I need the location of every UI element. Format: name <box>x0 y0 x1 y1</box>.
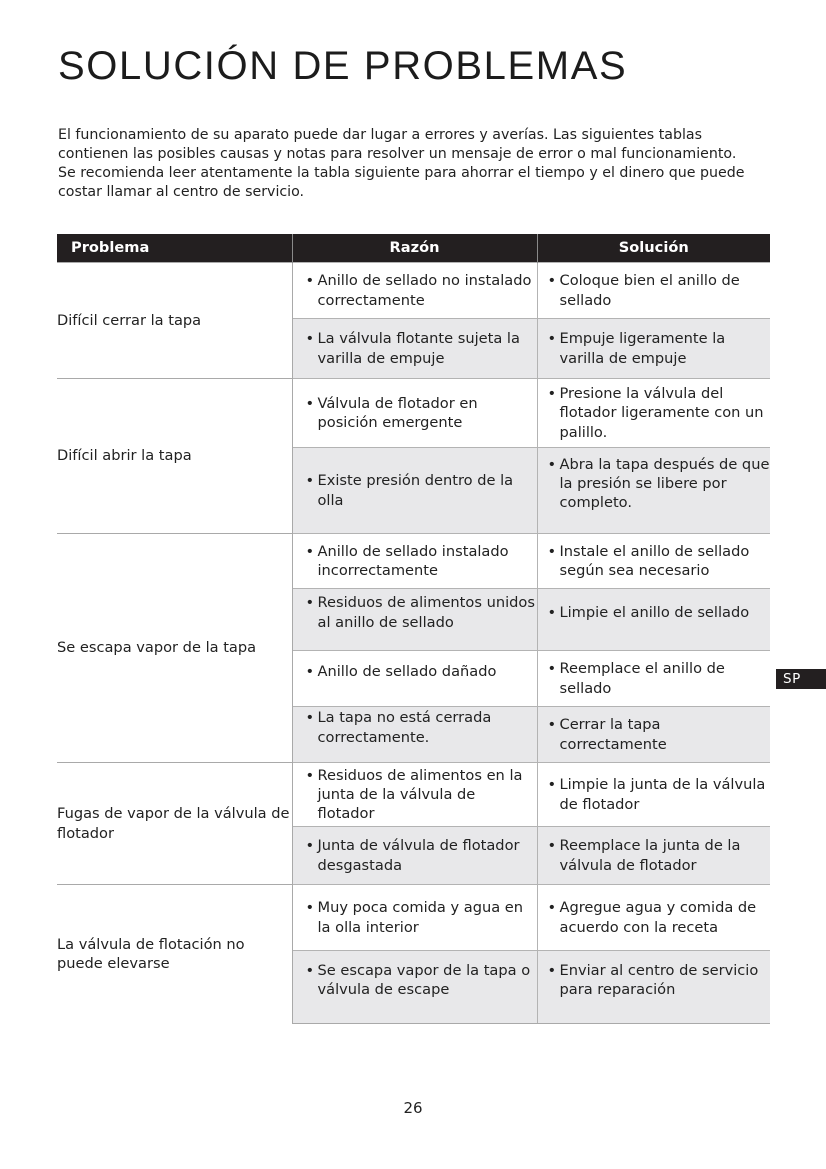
page-title: SOLUCIÓN DE PROBLEMAS <box>58 44 628 88</box>
reason-text: • Existe presión dentro de la olla <box>299 471 537 510</box>
intro-paragraph: El funcionamiento de su aparato puede dar lugar a errores y averías. Las siguientes tablas contienen las posibles causas y notas para resolver un mensaje de error o mal funcionamiento. Se recomienda leer atentamente la tabla siguiente para ahorrar el tiempo y el dinero que puede costar llamar al centro de servicio. <box>58 127 745 200</box>
header-reason: Razón <box>292 234 537 263</box>
reason-text: • Anillo de sellado no instalado correctamente <box>299 271 537 310</box>
reason-text: • Se escapa vapor de la tapa o válvula de escape <box>299 961 537 1000</box>
reason-text: • Residuos de alimentos unidos al anillo de sellado <box>299 593 537 632</box>
reason-text: • Anillo de sellado dañado <box>299 662 537 681</box>
reason-text: • Residuos de alimentos en la junta de la válvula de flotador <box>299 766 537 824</box>
table-row <box>57 534 770 589</box>
solution-text: • Limpie la junta de la válvula de flotador <box>541 775 771 814</box>
solution-text: • Coloque bien el anillo de sellado <box>541 271 771 310</box>
solution-text: • Reemplace el anillo de sellado <box>541 659 771 698</box>
table-row <box>57 263 770 319</box>
table-header-row <box>57 234 770 263</box>
table-row <box>57 379 770 448</box>
solution-text: • Agregue agua y comida de acuerdo con la receta <box>541 898 771 937</box>
reason-text: • Muy poca comida y agua en la olla interior <box>299 898 537 937</box>
reason-text: • Válvula de flotador en posición emergente <box>299 394 537 433</box>
problem-cell: Difícil cerrar la tapa <box>57 263 292 379</box>
problem-cell: Fugas de vapor de la válvula de flotador <box>57 763 292 885</box>
reason-text: • La válvula flotante sujeta la varilla de empuje <box>299 329 537 368</box>
header-problem: Problema <box>57 234 292 263</box>
table-row <box>57 763 770 827</box>
table-row <box>57 885 770 951</box>
problem-cell: Se escapa vapor de la tapa <box>57 534 292 763</box>
solution-text: • Cerrar la tapa correctamente <box>541 715 771 754</box>
reason-text: • Junta de válvula de flotador desgastada <box>299 836 537 875</box>
header-solution: Solución <box>537 234 770 263</box>
problem-cell: La válvula de flotación no puede elevarse <box>57 885 292 1024</box>
solution-text: • Reemplace la junta de la válvula de flotador <box>541 836 771 875</box>
solution-text: • Limpie el anillo de sellado <box>541 603 771 622</box>
troubleshooting-table <box>57 234 770 1024</box>
language-tab: SP <box>776 669 826 689</box>
solution-text: • Abra la tapa después de que la presión se libere por completo. <box>541 455 771 513</box>
reason-text: • La tapa no está cerrada correctamente. <box>299 708 537 747</box>
solution-text: • Presione la válvula del flotador ligeramente con un palillo. <box>541 384 771 442</box>
solution-text: • Enviar al centro de servicio para reparación <box>541 961 771 1000</box>
solution-text: • Empuje ligeramente la varilla de empuje <box>541 329 771 368</box>
page-number: 26 <box>403 1099 423 1117</box>
problem-cell: Difícil abrir la tapa <box>57 379 292 534</box>
solution-text: • Instale el anillo de sellado según sea necesario <box>541 542 771 581</box>
reason-text: • Anillo de sellado instalado incorrectamente <box>299 542 537 581</box>
